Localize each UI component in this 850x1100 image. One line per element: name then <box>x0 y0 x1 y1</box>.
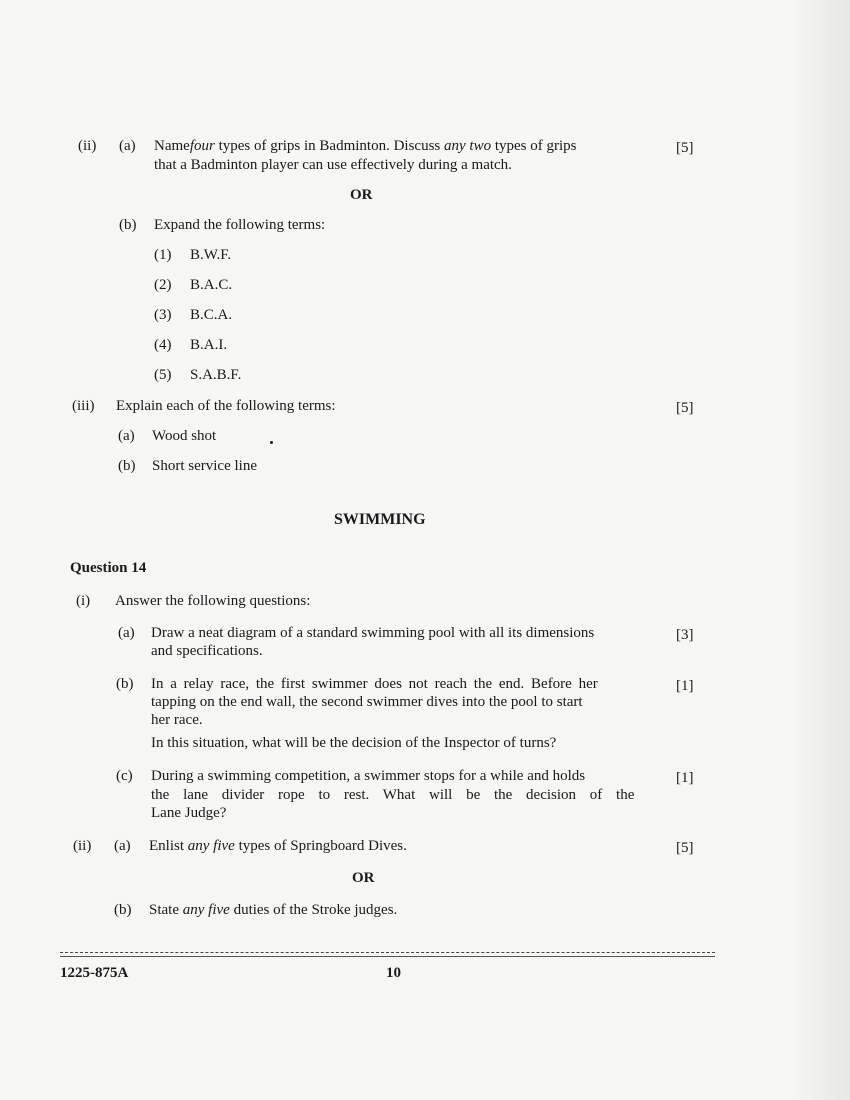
item-i-a-line1: Draw a neat diagram of a standard swimming pool with all its dimensions <box>151 625 595 641</box>
item-ii-swim-b-label: (b) <box>114 902 132 918</box>
item-i-c-marks: [1] <box>676 770 694 786</box>
term-text: B.W.F. <box>190 247 232 263</box>
item-i-b-line4: In this situation, what will be the decision of the Inspector of turns? <box>151 735 557 751</box>
item-i-c-line2: the lane divider rope to rest. What will be the decision of the <box>151 787 635 803</box>
question-title: Question 14 <box>70 560 147 576</box>
item-i-a-line2: and specifications. <box>151 643 263 659</box>
item-i-number: (i) <box>76 593 91 609</box>
item-i-c-line3: Lane Judge? <box>151 805 227 821</box>
footer-rule <box>60 952 715 953</box>
item-i-c-line1: During a swimming competition, a swimmer stops for a while and holds <box>151 768 586 784</box>
item-iii-marks: [5] <box>676 400 694 416</box>
item-i-c-label: (c) <box>116 768 133 784</box>
item-i-text: Answer the following questions: <box>115 593 311 609</box>
stray-dot <box>270 441 273 444</box>
term-number: (1) <box>154 247 172 263</box>
paper-code: 1225-875A <box>60 965 129 981</box>
term-text: B.C.A. <box>190 307 233 323</box>
term-text: B.A.I. <box>190 337 228 353</box>
item-ii-swim-number: (ii) <box>73 838 92 854</box>
item-ii-swim-a-label: (a) <box>114 838 131 854</box>
item-i-a-marks: [3] <box>676 627 694 643</box>
item-iii-b-text: Short service line <box>152 458 257 474</box>
item-ii-swim-a-text: Enlist any five types of Springboard Dives. <box>149 838 407 854</box>
item-ii-a-line2: that a Badminton player can use effectively during a match. <box>154 157 512 173</box>
item-iii-b-label: (b) <box>118 458 136 474</box>
item-i-b-line2: tapping on the end wall, the second swimmer dives into the pool to start <box>151 694 583 710</box>
or-separator: OR <box>352 870 375 886</box>
page-edge-shadow <box>790 0 850 1100</box>
item-i-b-label: (b) <box>116 676 134 692</box>
term-number: (5) <box>154 367 172 383</box>
footer-rule <box>60 956 715 957</box>
or-separator: OR <box>350 187 373 203</box>
item-ii-b-text: Expand the following terms: <box>154 217 326 233</box>
item-iii-a-text: Wood shot <box>152 428 217 444</box>
item-i-b-line1: In a relay race, the first swimmer does not reach the end. Before her <box>151 676 598 692</box>
term-number: (2) <box>154 277 172 293</box>
item-i-b-marks: [1] <box>676 678 694 694</box>
term-number: (4) <box>154 337 172 353</box>
item-iii-text: Explain each of the following terms: <box>116 398 336 414</box>
item-ii-swim-b-text: State any five duties of the Stroke judges. <box>149 902 398 918</box>
section-heading: SWIMMING <box>334 511 426 528</box>
item-ii-marks: [5] <box>676 140 694 156</box>
term-number: (3) <box>154 307 172 323</box>
term-text: S.A.B.F. <box>190 367 242 383</box>
item-ii-a-label: (a) <box>119 138 136 154</box>
item-i-b-line3: her race. <box>151 712 203 728</box>
item-i-a-label: (a) <box>118 625 135 641</box>
item-ii-a-line1: Namefour types of grips in Badminton. Discuss any two types of grips <box>154 138 577 154</box>
page-number: 10 <box>386 965 401 981</box>
item-ii-swim-marks: [5] <box>676 840 694 856</box>
term-text: B.A.C. <box>190 277 233 293</box>
item-ii-b-label: (b) <box>119 217 137 233</box>
item-iii-a-label: (a) <box>118 428 135 444</box>
item-ii-number: (ii) <box>78 138 97 154</box>
item-iii-number: (iii) <box>72 398 95 414</box>
